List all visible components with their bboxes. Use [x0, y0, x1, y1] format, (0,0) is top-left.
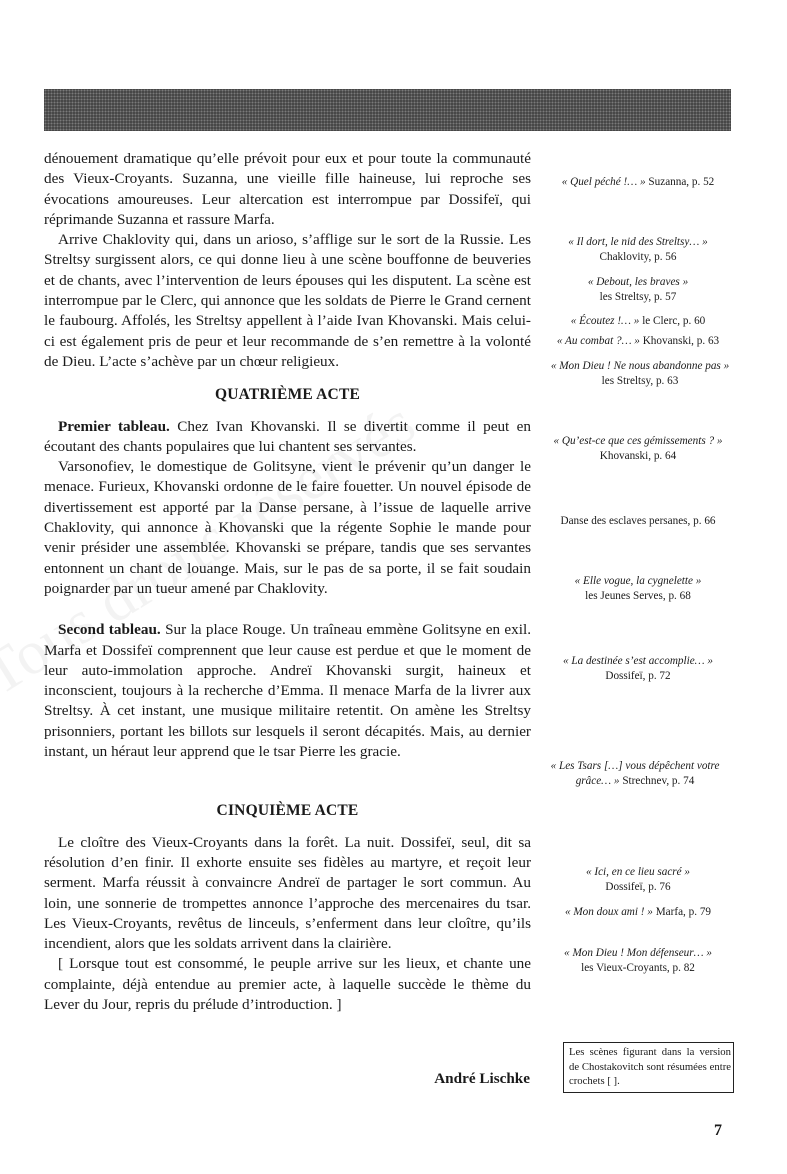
author-signature: André Lischke	[434, 1070, 530, 1087]
margin-note: « Ici, en ce lieu sacré » Dossifeï, p. 76	[585, 866, 691, 894]
act-heading: CINQUIÈME ACTE	[216, 802, 359, 820]
paragraph: Arrive Chaklovity qui, dans un arioso, s’afflige sur le sort de la Russie. Les Streltsy surgissent alors, ce qui donne lieu à une scène bouffonne de beuveries et de chants, avec l’intervention de leurs épouses qui les disputent. La scène est interrompue par le Clerc, qui annonce que les soldats de Pierre le Grand cernent le faubourg. Affolés, les Streltsy appellent à l’aide Ivan Khovanski. Mais celui-ci est également pris de peur et leur recommande de s’en remettre à la volonté de Dieu. L’acte s’achève par un chœur religieux.	[44, 231, 531, 370]
margin-note: « Au combat ?… » Khovanski, p. 63	[556, 335, 720, 347]
margin-note: « Mon Dieu ! Ne nous abandonne pas » les Streltsy, p. 63	[550, 360, 730, 388]
paragraph-text: Sur la place Rouge. Un traîneau emmène Golitsyne en exil. Marfa et Dossifeï comprennent que leur cause est perdue et que le moment de leur auto-immolation approche. Andreï Khovanski surgit, haineux et inconscient, toujours à la recherche d’Emma. Il menace Marfa de la livrer aux Streltsy. À cet instant, une musique militaire retentit. On amène les Streltsy prisonniers, portant les billots sur lesquels il seront décapités. Mais, au dernier instant, un héraut leur apprend que le tsar Pierre les gracie.	[44, 621, 532, 761]
act-heading: QUATRIÈME ACTE	[214, 386, 361, 404]
version-note-box: Les scènes figurant dans la version de Chostakovitch sont résumées entre crochets [ ].	[563, 1042, 734, 1093]
paragraph	[44, 417, 531, 458]
tableau-label: Second tableau.	[58, 621, 161, 639]
paragraph: dénouement dramatique qu’elle prévoit pour eux et pour toute la communauté des Vieux-Croyants. Suzanna, une vieille fille haineuse, lui reproche ses évocations amoureuses. Leur altercation est interrompue par Dossifeï, qui réprimande Suzanna et rassure Marfa.	[44, 150, 531, 228]
margin-note: « Écoutez !… » le Clerc, p. 60	[570, 315, 706, 327]
tableau-label: Premier tableau.	[58, 417, 170, 435]
margin-note: « Mon Dieu ! Mon défenseur… » les Vieux-Croyants, p. 82	[564, 947, 712, 975]
main-text	[44, 149, 531, 1015]
page-number: 7	[714, 1122, 722, 1139]
margin-note: « La destinée s’est accomplie… » Dossifeï, p. 72	[562, 655, 714, 683]
decorative-header-banner	[44, 89, 731, 131]
paragraph: Le cloître des Vieux-Croyants dans la forêt. La nuit. Dossifeï, seul, dit sa résolution d’en finir. Il exhorte ensuite ses fidèles au martyre, et reçoit leur serment. Marfa réussit à convaincre Andreï de partager le sort commun. Au loin, une sonnerie de trompettes annonce l’approche des mercenaires du tsar. Les Vieux-Croyants, revêtus de linceuls, s’enferment dans leur cloître, qu’ils incendient, alors que les soldats arrivent dans la clairière.	[44, 833, 531, 953]
margin-note: « Qu’est-ce que ces gémissements ? » Khovanski, p. 64	[553, 435, 723, 463]
margin-note: « Quel péché !… » Suzanna, p. 52	[561, 176, 715, 188]
margin-note: « Elle vogue, la cygnelette » les Jeunes Serves, p. 68	[574, 575, 702, 603]
paragraph-text: Chez Ivan Khovanski. Il se divertit comme il peut en écoutant des chants populaires que lui chantent ses servantes.	[44, 417, 531, 455]
margin-note: « Mon doux ami ! » Marfa, p. 79	[564, 906, 712, 918]
paragraph	[44, 620, 531, 762]
margin-note: « Les Tsars […] vous dépêchent votre grâce… » Strechnev, p. 74	[550, 760, 720, 788]
margin-note: Danse des esclaves persanes, p. 66	[560, 515, 716, 527]
margin-note: « Il dort, le nid des Streltsy… » Chaklovity, p. 56	[568, 236, 708, 264]
paragraph: [ Lorsque tout est consommé, le peuple arrive sur les lieux, et chante une complainte, déjà entendue au premier acte, à laquelle succède le thème du Lever du Jour, repris du prélude d’introduction. ]	[44, 955, 531, 1013]
margin-note: « Debout, les braves » les Streltsy, p. 57	[587, 276, 689, 304]
paragraph: Varsonofiev, le domestique de Golitsyne, vient le prévenir qu’un danger le menace. Furieux, Khovanski ordonne de le faire fouetter. Un nouvel épisode de divertissement est apporté par la Danse persane, à l’issue de laquelle arrive Chaklovity, qui annonce à Khovanski que la régente Sophie le mande pour venir présider une assemblée. Khovanski se prépare, tandis que ses servantes entonnent un chant de louange. Mais, sur le pas de sa porte, il se fait soudain poignarder par un tueur amené par Chaklovity.	[44, 458, 531, 597]
